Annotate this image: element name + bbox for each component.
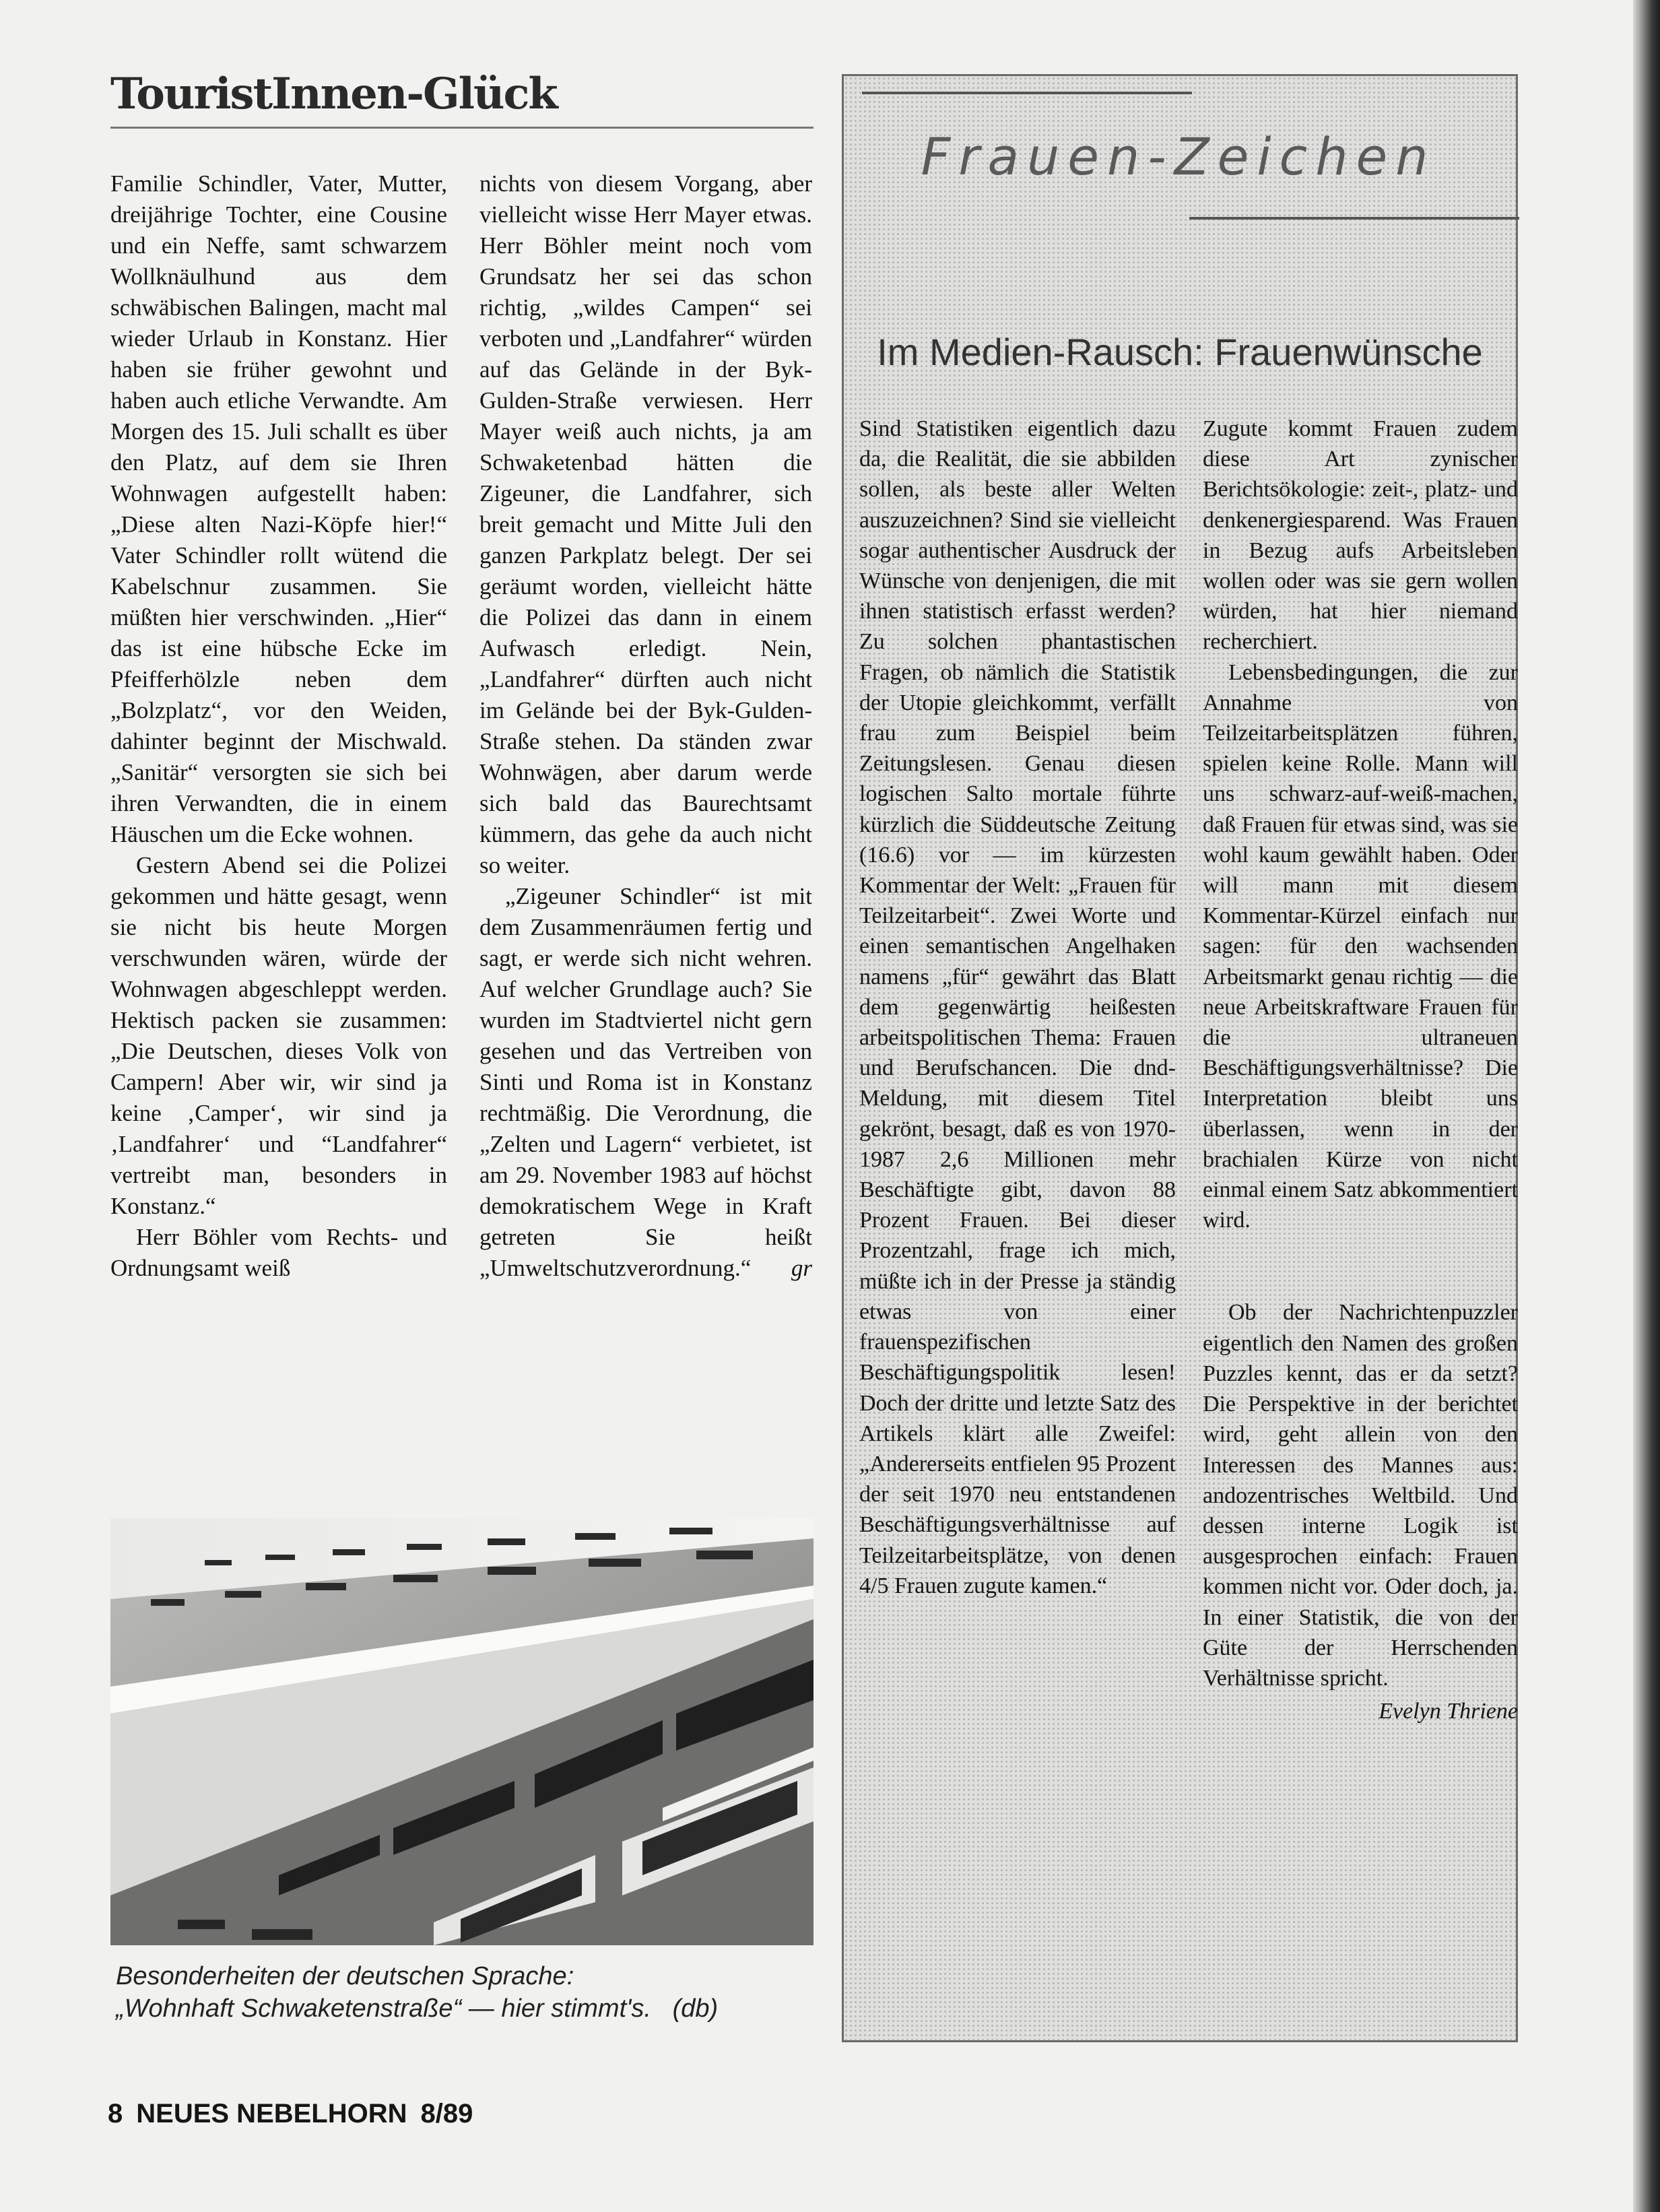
paragraph: nichts von diesem Vorgang, aber vielleicht wisse Herr Mayer etwas. Herr Böhler meint noch vom Grundsatz her sei das schon richtig, „wildes Campen“ sei verboten und „Landfahrer“ würden auf das Gelände in der Byk-Gulden-Straße verwiesen. Herr Mayer weiß auch nichts, ja am Schwaketenbad hätten die Zigeuner, die Landfahrer, sich breit gemacht und Mitte Juli den ganzen Parkplatz belegt. Der sei geräumt worden, vielleicht hätte die Polizei das dann in einem Aufwasch erledigt. Nein, „Landfahrer“ dürften auch nicht im Gelände bei der Byk-Gulden-Straße stehen. Da ständen zwar Wohnwägen, aber darum werde sich bald das Baurechtsamt kümmern, das gehe da auch nicht so weiter.	[479, 170, 812, 878]
paragraph	[479, 881, 812, 1284]
paragraph-text: „Zigeuner Schindler“ ist mit dem Zusammenräumen fertig und sagt, er werde sich nicht wehren. Auf welcher Grundlage auch? Sie wurden im Stadtviertel nicht gern gesehen und das Vertreiben von Sinti und Roma ist in Konstanz rechtmäßig. Die Verordnung, die „Zelten und Lagern“ verbietet, ist am 29. November 1983 auf höchst demokratischem Wege in Kraft getreten Sie heißt „Umweltschutzverordnung.“	[479, 883, 812, 1281]
article-column-1	[110, 168, 447, 1284]
publication-name: NEUES NEBELHORN	[136, 2099, 407, 2128]
page-footer	[108, 2099, 486, 2129]
paragraph: Zugute kommt Frauen zudem diese Art zynischer Berichtsökologie: zeit-, platz- und denkenergiesparend. Was Frauen in Bezug aufs Arbeitsleben wollen oder was sie gern wollen würden, hat hier niemand recherchiert.	[1203, 416, 1518, 655]
paragraph: Sind Statistiken eigentlich dazu da, die Realität, die sie abbilden sollen, als beste aller Welten auszuzeichnen? Sind sie vielleicht sogar authentischer Ausdruck der Wünsche von denjenigen, die mit ihnen statistisch erfasst werden? Zu solchen phantastischen Fragen, ob nämlich die Statistik der Utopie gleichkommt, verfällt frau zum Beispiel beim Zeitungslesen. Genau diesen logischen Salto mortale führte kürzlich die Süddeutsche Zeitung (16.6) vor — im kürzesten Kommentar der Welt: „Frauen für Teilzeitarbeit“. Zwei Worte und einen semantischen Angelhaken namens „für“ gewährt das Blatt dem gegenwärtig heißesten arbeitspolitischen Thema: Frauen und Berufschancen. Die dnd-Meldung, mit diesem Titel gekrönt, besagt, daß es von 1970-1987 2,6 Millionen mehr Beschäftigte gibt, davon 88 Prozent Frauen. Bei dieser Prozentzahl, frage ich mich, müßte ich in der Presse ja ständig etwas von einer frauenspezifischen Beschäftigungspolitik lesen! Doch der dritte und letzte Satz des Artikels klärt alle Zweifel: „Andererseits entfielen 95 Prozent der seit 1970 neu entstandenen Beschäftigungsverhältnisse auf Teilzeitarbeitsplätze, von denen 4/5 Frauen zugute kamen.“	[859, 416, 1176, 1598]
heading-rule	[110, 127, 814, 129]
article-headline: Im Medien-Rausch: Frauenwünsche	[877, 331, 1483, 373]
section-rule	[862, 92, 1192, 94]
paragraph: Herr Böhler vom Rechts- und Ordnungsamt weiß	[110, 1224, 447, 1281]
page-number: 8	[108, 2099, 123, 2128]
author-signature: gr	[791, 1255, 812, 1281]
section-rule	[1189, 217, 1519, 220]
caption-line: Besonderheiten der deutschen Sprache:	[116, 1962, 574, 1990]
boxed-column-2	[1203, 414, 1518, 1726]
photo-caption	[116, 1960, 816, 2025]
boxed-column-1	[859, 414, 1176, 1601]
paragraph: Ob der Nachrichtenpuzzler eigentlich den Namen des großen Puzzles kennt, das er da setzt? Die Perspektive in der berichtet wird, geht allein von den Interessen des Mannes aus: andozentrisches Weltbild. Und dessen interne Logik ist ausgesprochen einfach: Frauen kommen nicht vor. Oder doch, ja. In einer Statistik, die von der Güte der Herrschenden Verhältnisse spricht.	[1203, 1300, 1518, 1691]
issue-number: 8/89	[420, 2099, 473, 2128]
author-name: Evelyn Thriene	[1379, 1699, 1518, 1724]
paragraph: Familie Schindler, Vater, Mutter, dreijährige Tochter, eine Cousine und ein Neffe, samt schwarzem Wollknäulhund aus dem schwäbischen Balingen, macht mal wieder Urlaub in Konstanz. Hier haben sie früher gewohnt und haben auch etliche Verwandte. Am Morgen des 15. Juli schallt es über den Platz, auf dem sie Ihren Wohnwagen aufgestellt haben: „Diese alten Nazi-Köpfe hier!“ Vater Schindler rollt wütend die Kabelschnur zusammen. Sie müßten hier verschwinden. „Hier“ das ist eine hübsche Ecke im Pfeifferhölzle neben dem „Bolzplatz“, vor den Weiden, dahinter beginnt der Mischwald. „Sanitär“ versorgten sie sich bei ihren Verwandten, die in einem Häuschen um die Ecke wohnen.	[110, 170, 447, 847]
article-heading: TouristInnen-Glück	[110, 69, 557, 119]
caption-line: „Wohnhaft Schwaketenstraße“ — hier stimmt's. (db)	[116, 1994, 719, 2023]
paragraph: Lebensbedingungen, die zur Annahme von Teilzeitarbeitsplätzen führen, spielen keine Rolle. Mann will uns schwarz-auf-weiß-machen, daß Frauen für etwas sind, was sie wohl kaum gewählt haben. Oder will mann mit diesem Kommentar-Kürzel einfach nur sagen: für den wachsenden Arbeitsmarkt genau richtig — die neue Arbeitskraftware Frauen für die ultraneuen Beschäftigungsverhältnisse? Die Interpretation bleibt uns überlassen, wenn in der brachialen Kürze von nicht einmal einem Satz abkommentiert wird.	[1203, 659, 1518, 1233]
article-column-2	[479, 168, 812, 1284]
building-facade-illustration	[110, 1518, 814, 1945]
binding-shadow	[1633, 0, 1660, 2212]
section-title: Frauen-Zeichen	[921, 127, 1436, 187]
paragraph: Gestern Abend sei die Polizei gekommen und hätte gesagt, wenn sie nicht bis heute Morgen verschwunden wären, würde der Wohnwagen abgeschleppt werden. Hektisch packen sie zusammen: „Die Deutschen, dieses Volk von Campern! Aber wir, wir sind ja keine ‚Camper‘, wir sind ja ‚Landfahrer‘ und “Landfahrer“ vertreibt man, besonders in Konstanz.“	[110, 852, 447, 1219]
building-photo	[110, 1518, 814, 1945]
